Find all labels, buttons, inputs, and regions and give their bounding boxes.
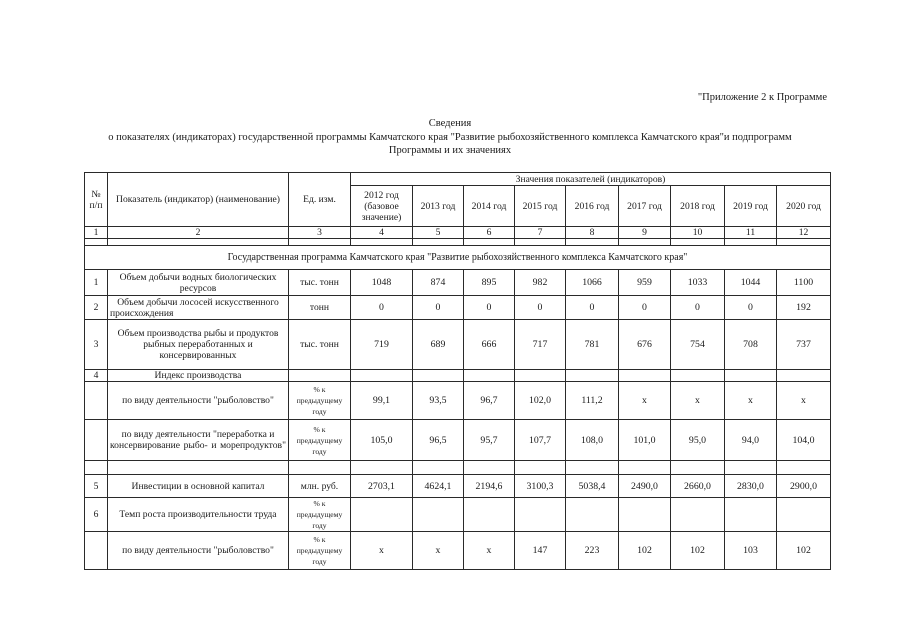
col-number: 1 <box>85 227 108 239</box>
col-number: 7 <box>515 227 566 239</box>
value-cell: 93,5 <box>413 382 464 420</box>
value-cell <box>777 461 831 475</box>
value-cell <box>515 370 566 382</box>
value-cell: 0 <box>671 296 725 320</box>
value-cell <box>515 498 566 532</box>
value-cell: 1066 <box>566 270 619 296</box>
value-cell <box>413 370 464 382</box>
value-cell: 895 <box>464 270 515 296</box>
value-cell: 102 <box>777 532 831 570</box>
value-cell <box>351 370 413 382</box>
value-cell: 982 <box>515 270 566 296</box>
col-number: 5 <box>413 227 464 239</box>
value-cell: 108,0 <box>566 420 619 461</box>
value-cell <box>566 461 619 475</box>
row-number: 5 <box>85 475 108 498</box>
table-row <box>85 320 831 370</box>
heading-subtitle-cont: Программы и их значениях <box>388 145 512 156</box>
value-cell: 96,7 <box>464 382 515 420</box>
col-number: 11 <box>725 227 777 239</box>
row-number: 1 <box>85 270 108 296</box>
value-cell: 94,0 <box>725 420 777 461</box>
header-year: 2013 год <box>413 186 464 227</box>
col-number: 4 <box>351 227 413 239</box>
value-cell <box>413 498 464 532</box>
row-number: 3 <box>85 320 108 370</box>
value-cell: 0 <box>515 296 566 320</box>
value-cell: х <box>351 532 413 570</box>
col-number: 2 <box>108 227 289 239</box>
row-number <box>85 461 108 475</box>
value-cell: 0 <box>464 296 515 320</box>
unit-cell: тонн <box>289 296 351 320</box>
value-cell <box>671 461 725 475</box>
value-cell: 102 <box>619 532 671 570</box>
value-cell: 96,5 <box>413 420 464 461</box>
value-cell: 874 <box>413 270 464 296</box>
indicator-name: Индекс производства <box>108 370 289 382</box>
value-cell: 147 <box>515 532 566 570</box>
value-cell: 99,1 <box>351 382 413 420</box>
row-number <box>85 532 108 570</box>
header-year: 2019 год <box>725 186 777 227</box>
value-cell <box>777 498 831 532</box>
header-year: 2017 год <box>619 186 671 227</box>
value-cell: 717 <box>515 320 566 370</box>
value-cell: 1033 <box>671 270 725 296</box>
unit-cell: млн. руб. <box>289 475 351 498</box>
value-cell <box>619 461 671 475</box>
value-cell: 754 <box>671 320 725 370</box>
value-cell: 2660,0 <box>671 475 725 498</box>
value-cell <box>619 498 671 532</box>
col-number: 9 <box>619 227 671 239</box>
value-cell: х <box>777 382 831 420</box>
table-row <box>85 475 831 498</box>
table-row <box>85 296 831 320</box>
value-cell: 0 <box>566 296 619 320</box>
value-cell: х <box>619 382 671 420</box>
value-cell: 107,7 <box>515 420 566 461</box>
value-cell: 0 <box>413 296 464 320</box>
value-cell: 0 <box>619 296 671 320</box>
value-cell: 102,0 <box>515 382 566 420</box>
value-cell: 959 <box>619 270 671 296</box>
document-heading <box>60 117 840 158</box>
indicator-name: Объем добычи водных биологических ресурсов <box>108 270 289 296</box>
col-number: 8 <box>566 227 619 239</box>
indicator-name: Темп роста производительности труда <box>108 498 289 532</box>
value-cell <box>566 370 619 382</box>
table-row <box>85 420 831 461</box>
row-number <box>85 420 108 461</box>
value-cell <box>413 461 464 475</box>
indicator-name: по виду деятельности "рыболовство" <box>108 532 289 570</box>
value-cell: 111,2 <box>566 382 619 420</box>
heading-subtitle: о показателях (индикаторах) государственной программы Камчатского края "Развитие рыбохозяйственного комплекса Камчатского края"и подпрограмм <box>108 131 792 143</box>
value-cell: 781 <box>566 320 619 370</box>
indicator-name: Объем добычи лососей искусственного происхождения <box>108 296 289 320</box>
unit-cell: % к предыдущему году <box>289 382 351 420</box>
col-number: 3 <box>289 227 351 239</box>
indicator-name: Инвестиции в основной капитал <box>108 475 289 498</box>
value-cell: 719 <box>351 320 413 370</box>
header-values-group: Значения показателей (индикаторов) <box>351 173 831 186</box>
value-cell: 101,0 <box>619 420 671 461</box>
value-cell <box>351 461 413 475</box>
value-cell: 0 <box>725 296 777 320</box>
appendix-label: "Приложение 2 к Программе <box>697 92 827 103</box>
spacer-cell <box>725 239 777 246</box>
value-cell <box>515 461 566 475</box>
value-cell: 5038,4 <box>566 475 619 498</box>
value-cell: 666 <box>464 320 515 370</box>
unit-cell: тыс. тонн <box>289 270 351 296</box>
indicator-name <box>108 461 289 475</box>
spacer-cell <box>85 239 108 246</box>
table-row <box>85 270 831 296</box>
value-cell: 103 <box>725 532 777 570</box>
value-cell <box>777 370 831 382</box>
header-year: 2018 год <box>671 186 725 227</box>
spacer-cell <box>777 239 831 246</box>
spacer-cell <box>413 239 464 246</box>
unit-cell: % к предыдущему году <box>289 498 351 532</box>
indicator-name: по виду деятельности "рыболовство" <box>108 382 289 420</box>
header-indicator: Показатель (индикатор) (наименование) <box>108 173 289 227</box>
value-cell: 689 <box>413 320 464 370</box>
value-cell: 2830,0 <box>725 475 777 498</box>
spacer-cell <box>108 239 289 246</box>
table-row <box>85 532 831 570</box>
table-row <box>85 370 831 382</box>
value-cell: 3100,3 <box>515 475 566 498</box>
spacer-cell <box>619 239 671 246</box>
value-cell: 4624,1 <box>413 475 464 498</box>
value-cell: 1048 <box>351 270 413 296</box>
unit-cell: тыс. тонн <box>289 320 351 370</box>
header-year: 2012 год (базовое значение) <box>351 186 413 227</box>
table-row <box>85 498 831 532</box>
value-cell <box>671 498 725 532</box>
header-unit: Ед. изм. <box>289 173 351 227</box>
row-number <box>85 382 108 420</box>
unit-cell <box>289 461 351 475</box>
row-number: 4 <box>85 370 108 382</box>
value-cell <box>619 370 671 382</box>
value-cell: 2490,0 <box>619 475 671 498</box>
value-cell: х <box>464 532 515 570</box>
value-cell <box>464 370 515 382</box>
value-cell: 2194,6 <box>464 475 515 498</box>
program-title-row: Государственная программа Камчатского края "Развитие рыбохозяйственного комплекса Камчатского края" <box>85 246 831 270</box>
value-cell: 95,0 <box>671 420 725 461</box>
value-cell: 95,7 <box>464 420 515 461</box>
value-cell <box>464 498 515 532</box>
table-row <box>85 382 831 420</box>
value-cell: 676 <box>619 320 671 370</box>
value-cell: х <box>725 382 777 420</box>
spacer-cell <box>515 239 566 246</box>
header-year: 2020 год <box>777 186 831 227</box>
heading-title: Сведения <box>428 118 472 129</box>
header-num: № п/п <box>85 173 108 227</box>
indicator-name: Объем производства рыбы и продуктов рыбных переработанных и консервированных <box>108 320 289 370</box>
value-cell: 708 <box>725 320 777 370</box>
value-cell: 2703,1 <box>351 475 413 498</box>
unit-cell <box>289 370 351 382</box>
value-cell: 0 <box>351 296 413 320</box>
value-cell <box>671 370 725 382</box>
header-year: 2016 год <box>566 186 619 227</box>
indicator-name: по виду деятельности "переработка и консервирование рыбо- и морепродуктов" <box>108 420 289 461</box>
indicators-table <box>84 172 831 570</box>
unit-cell: % к предыдущему году <box>289 532 351 570</box>
value-cell: 192 <box>777 296 831 320</box>
value-cell: 105,0 <box>351 420 413 461</box>
value-cell <box>725 461 777 475</box>
header-year: 2015 год <box>515 186 566 227</box>
spacer-cell <box>289 239 351 246</box>
spacer-cell <box>671 239 725 246</box>
col-number: 12 <box>777 227 831 239</box>
row-number: 6 <box>85 498 108 532</box>
unit-cell: % к предыдущему году <box>289 420 351 461</box>
col-number: 10 <box>671 227 725 239</box>
table-row <box>85 461 831 475</box>
spacer-cell <box>351 239 413 246</box>
value-cell: 2900,0 <box>777 475 831 498</box>
value-cell: 1044 <box>725 270 777 296</box>
value-cell: 1100 <box>777 270 831 296</box>
header-year: 2014 год <box>464 186 515 227</box>
col-number: 6 <box>464 227 515 239</box>
row-number: 2 <box>85 296 108 320</box>
value-cell: х <box>671 382 725 420</box>
value-cell: 104,0 <box>777 420 831 461</box>
value-cell <box>725 498 777 532</box>
value-cell: 102 <box>671 532 725 570</box>
value-cell: 737 <box>777 320 831 370</box>
spacer-cell <box>566 239 619 246</box>
value-cell <box>566 498 619 532</box>
value-cell <box>725 370 777 382</box>
value-cell <box>351 498 413 532</box>
value-cell: х <box>413 532 464 570</box>
value-cell <box>464 461 515 475</box>
value-cell: 223 <box>566 532 619 570</box>
spacer-cell <box>464 239 515 246</box>
